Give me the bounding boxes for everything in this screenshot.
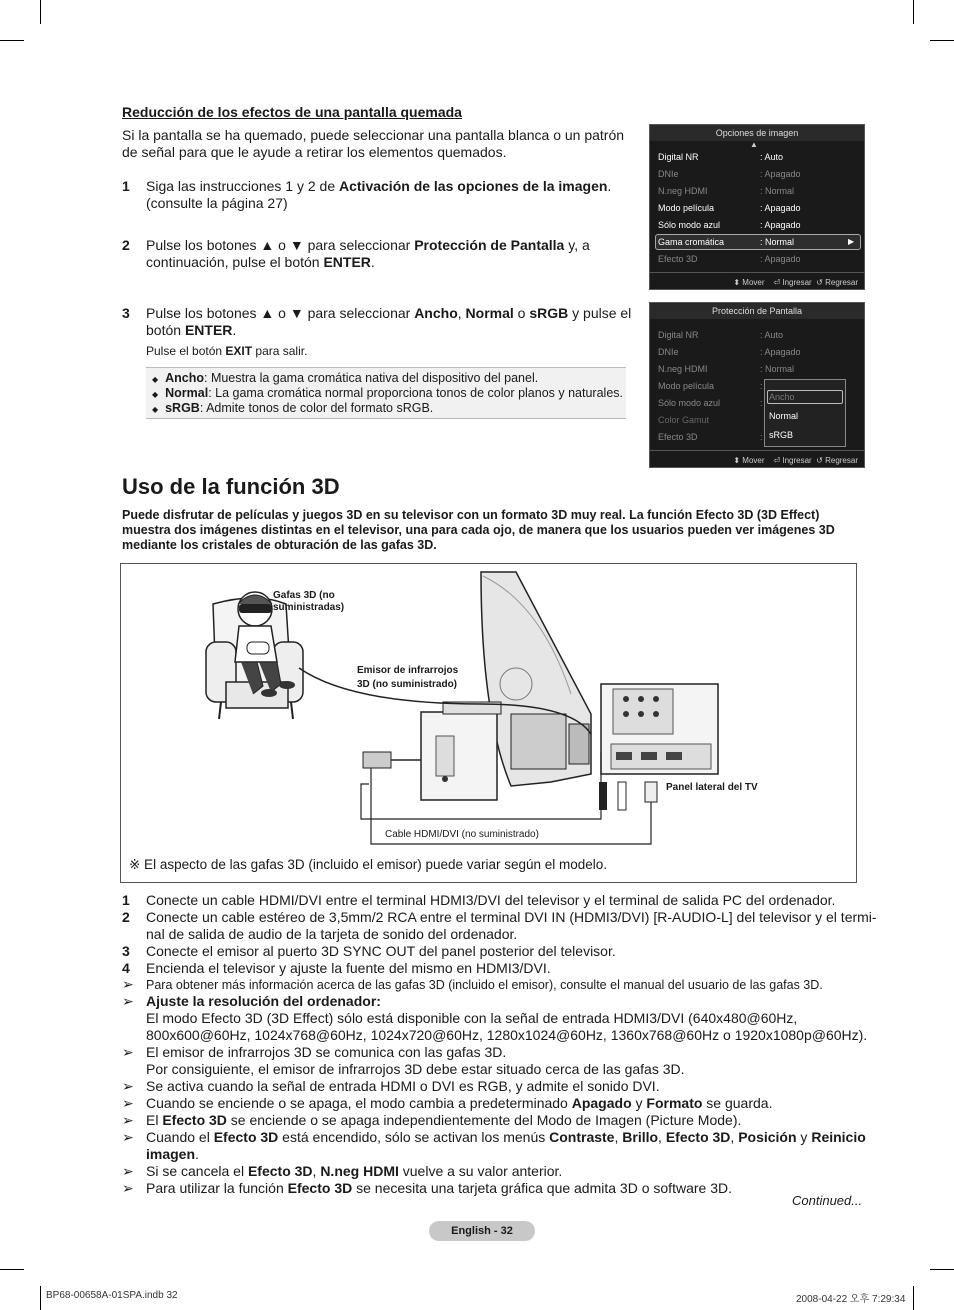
osd-title: Opciones de imagen — [650, 125, 864, 141]
osd-row-value: : — [760, 381, 763, 391]
list-note-cont: imagen. — [146, 1146, 199, 1162]
osd-row-value: : Normal — [760, 186, 795, 196]
crop-mark — [0, 40, 24, 41]
page-title: Uso de la función 3D — [122, 474, 340, 499]
list-item: Conecte un cable estéreo de 3,5mm/2 RCA entre el terminal DVI IN (HDMI3/DVI) [R-AUDIO-L] del televisor y el termi- — [146, 909, 877, 925]
list-note: Para utilizar la función Efecto 3D se necesita una tarjeta gráfica que admita 3D o software 3D. — [146, 1180, 732, 1196]
side-panel-label: Panel lateral del TV — [666, 782, 758, 793]
move-icon: ⬍ — [733, 456, 741, 465]
rca-plug-icon — [599, 782, 607, 810]
intro-3d-line2: muestra dos imágenes distintas en el televisor, una para cada ojo, de manera que los usuarios pueden ver imágenes 3D — [122, 523, 835, 537]
dropdown-option[interactable]: sRGB — [769, 430, 794, 440]
osd-row-label[interactable]: Gama cromática — [658, 237, 725, 247]
list-note: Para obtener más información acerca de las gafas 3D (incluido el emisor), consulte el manual del usuario de las gafas 3D. — [146, 978, 823, 992]
osd-footer: ⬍ Mover ⏎ Ingresar ↺ Regresar — [733, 456, 858, 465]
return-icon: ↺ — [816, 456, 823, 465]
step3-line2: botón ENTER. — [146, 322, 237, 338]
list-item: Encienda el televisor y ajuste la fuente del mismo en HDMI3/DVI. — [146, 960, 551, 976]
dropdown-option[interactable]: Ancho — [769, 392, 795, 402]
tv-side-panel-illustration — [601, 684, 718, 774]
list-item: Conecte el emisor al puerto 3D SYNC OUT del panel posterior del televisor. — [146, 943, 616, 959]
note-item: ◆ Ancho: Muestra la gama cromática nativa del dispositivo del panel. — [152, 371, 539, 385]
crop-mark — [40, 0, 41, 24]
list-note: El emisor de infrarrojos 3D se comunica con las gafas 3D. — [146, 1044, 507, 1060]
list-note: El modo Efecto 3D (3D Effect) sólo está disponible con la señal de entrada HDMI3/DVI (640x480@60Hz, — [146, 1010, 798, 1026]
bullet-icon: ◆ — [152, 405, 159, 414]
osd-row-label[interactable]: Sólo modo azul — [658, 398, 721, 408]
osd-footer: ⬍ Mover ⏎ Ingresar ↺ Regresar — [733, 278, 858, 287]
osd-row-label[interactable]: Efecto 3D — [658, 254, 698, 264]
osd-row-value: : Apagado — [760, 169, 801, 179]
osd-row-label[interactable]: Modo película — [658, 381, 715, 391]
osd-picture-options — [649, 124, 865, 290]
osd-row-value: : — [760, 398, 763, 408]
list-note: Se activa cuando la señal de entrada HDMI o DVI es RGB, y admite el sonido DVI. — [146, 1078, 660, 1094]
arrow-bullet-icon: ➢ — [122, 1095, 134, 1111]
section-intro-line1: Si la pantalla se ha quemado, puede seleccionar una pantalla blanca o un patrón — [122, 127, 625, 143]
dropdown-option[interactable]: Normal — [769, 411, 799, 421]
osd-row-label[interactable]: Modo película — [658, 203, 715, 213]
list-note: Cuando se enciende o se apaga, el modo cambia a predeterminado Apagado y Formato se guarda. — [146, 1095, 773, 1111]
osd-row-value: : Apagado — [760, 220, 801, 230]
note-item: ◆ Normal: La gama cromática normal proporciona tonos de color planos y naturales. — [152, 386, 623, 400]
footer-file: BP68-00658A-01SPA.indb 32 — [46, 1290, 178, 1301]
intro-3d-line3: mediante los cristales de obturación de las gafas 3D. — [122, 538, 437, 552]
osd-row-value: : Apagado — [760, 254, 801, 264]
osd-row-label[interactable]: DNIe — [658, 169, 679, 179]
list-note: Si se cancela el Efecto 3D, N.neg HDMI vuelve a su valor anterior. — [146, 1163, 563, 1179]
glasses-label: Gafas 3D (no suministradas) — [273, 590, 345, 613]
rca-plug-icon — [618, 782, 626, 810]
dvi-plug-icon — [363, 752, 391, 768]
arrow-up-icon: ▲ — [750, 140, 758, 149]
osd-title: Protección de Pantalla — [650, 303, 864, 319]
osd-row-value: : Auto — [760, 152, 784, 162]
move-icon: ⬍ — [733, 278, 741, 287]
osd-divider — [650, 450, 864, 451]
arrow-bullet-icon: ➢ — [122, 1129, 134, 1145]
pc-illustration — [421, 702, 501, 800]
intro-3d-line1: Puede disfrutar de películas y juegos 3D en su televisor con un formato 3D muy real. La función Efecto 3D (3D Effect) — [122, 508, 820, 522]
exit-note: Pulse el botón EXIT para salir. — [146, 344, 308, 358]
osd-row-value: : — [760, 432, 763, 442]
section-intro-line2: de señal para que le ayude a retirar los elementos quemados. — [122, 144, 507, 160]
arrow-bullet-icon: ➢ — [122, 1180, 134, 1196]
section-heading: Reducción de los efectos de una pantalla quemada — [122, 104, 462, 120]
crop-mark — [913, 0, 914, 24]
osd-divider — [650, 272, 864, 273]
osd-row-value: : Auto — [760, 330, 784, 340]
list-number: 1 — [122, 892, 130, 908]
cable-label: Cable HDMI/DVI (no suministrado) — [385, 829, 539, 840]
list-number: 2 — [122, 909, 130, 925]
arrow-bullet-icon: ➢ — [122, 993, 134, 1009]
emitter-label: Emisor de infrarrojos 3D (no suministrado) — [357, 665, 459, 690]
list-note-heading: Ajuste la resolución del ordenador: — [146, 993, 381, 1009]
list-item-cont: nal de salida de audio de la tarjeta de sonido del ordenador. — [146, 926, 518, 942]
step1-line2: (consulte la página 27) — [146, 195, 288, 211]
osd-row-value: : Apagado — [760, 203, 801, 213]
step3-line1: Pulse los botones ▲ o ▼ para seleccionar Ancho, Normal o sRGB y pulse el — [146, 305, 632, 321]
arrow-bullet-icon: ➢ — [122, 1112, 134, 1128]
arrow-right-icon: ▶ — [848, 237, 855, 246]
arrow-bullet-icon: ➢ — [122, 1078, 134, 1094]
continued-label: Continued... — [792, 1193, 863, 1208]
list-number: 4 — [122, 960, 130, 976]
note-item: ◆ sRGB: Admite tonos de color del formato sRGB. — [152, 401, 434, 415]
osd-row-label[interactable]: Digital NR — [658, 152, 699, 162]
osd-row-label[interactable]: Digital NR — [658, 330, 699, 340]
osd-row-value: : Apagado — [760, 347, 801, 357]
osd-row-label[interactable]: N.neg HDMI — [658, 186, 708, 196]
step-number: 1 — [122, 178, 130, 194]
crop-mark — [913, 1286, 914, 1310]
connection-figure — [120, 563, 857, 883]
arrow-bullet-icon: ➢ — [122, 1044, 134, 1060]
figure-note: ※ El aspecto de las gafas 3D (incluido el emisor) puede variar según el modelo. — [129, 857, 608, 872]
arrow-bullet-icon: ➢ — [122, 976, 134, 992]
gamut-dropdown[interactable] — [764, 379, 846, 447]
crop-mark — [40, 1286, 41, 1310]
bullet-icon: ◆ — [152, 375, 159, 384]
arrow-bullet-icon: ➢ — [122, 1163, 134, 1179]
step2-line2: continuación, pulse el botón ENTER. — [146, 254, 375, 270]
osd-row-label[interactable]: Efecto 3D — [658, 432, 698, 442]
list-note: El Efecto 3D se enciende o se apaga independientemente del Modo de Imagen (Picture Mode). — [146, 1112, 742, 1128]
list-note: 800x600@60Hz, 1024x768@60Hz, 1024x720@60Hz, 1280x1024@60Hz, 1360x768@60Hz o 1920x1080p@60Hz). — [146, 1027, 868, 1043]
color-gamut-notes — [146, 367, 626, 419]
osd-screen-protection — [649, 302, 865, 468]
step2-line1: Pulse los botones ▲ o ▼ para seleccionar Protección de Pantalla y, a — [146, 237, 590, 253]
list-number: 3 — [122, 943, 130, 959]
enter-icon: ⏎ — [773, 456, 781, 465]
osd-row-value: : Normal — [760, 364, 795, 374]
hdmi-plug-icon — [645, 782, 657, 802]
step-number: 3 — [122, 305, 130, 321]
osd-row-label[interactable]: DNIe — [658, 347, 679, 357]
return-icon: ↺ — [816, 278, 823, 287]
step1-line1: Siga las instrucciones 1 y 2 de Activación de las opciones de la imagen. — [146, 178, 612, 194]
enter-icon: ⏎ — [773, 278, 781, 287]
list-note: Cuando el Efecto 3D está encendido, sólo se activan los menús Contraste, Brillo, Efecto 3D, Posición y Reinicio — [146, 1129, 866, 1145]
crop-mark — [930, 40, 954, 41]
bullet-icon: ◆ — [152, 390, 159, 399]
osd-row-label[interactable]: Color Gamut — [658, 415, 710, 425]
crop-mark — [0, 1269, 24, 1270]
step-number: 2 — [122, 237, 130, 253]
footer-timestamp: 2008-04-22 오후 7:29:34 — [796, 1294, 906, 1305]
osd-row-label[interactable]: N.neg HDMI — [658, 364, 708, 374]
crop-mark — [930, 1269, 954, 1270]
list-item: Conecte un cable HDMI/DVI entre el terminal HDMI3/DVI del televisor y el terminal de salida PC del ordenador. — [146, 892, 836, 908]
page-number-badge: English - 32 — [429, 1221, 535, 1241]
list-note: Por consiguiente, el emisor de infrarrojos 3D debe estar situado cerca de las gafas 3D. — [146, 1061, 685, 1077]
osd-row-value: : Normal — [760, 237, 795, 247]
osd-row-label[interactable]: Sólo modo azul — [658, 220, 721, 230]
